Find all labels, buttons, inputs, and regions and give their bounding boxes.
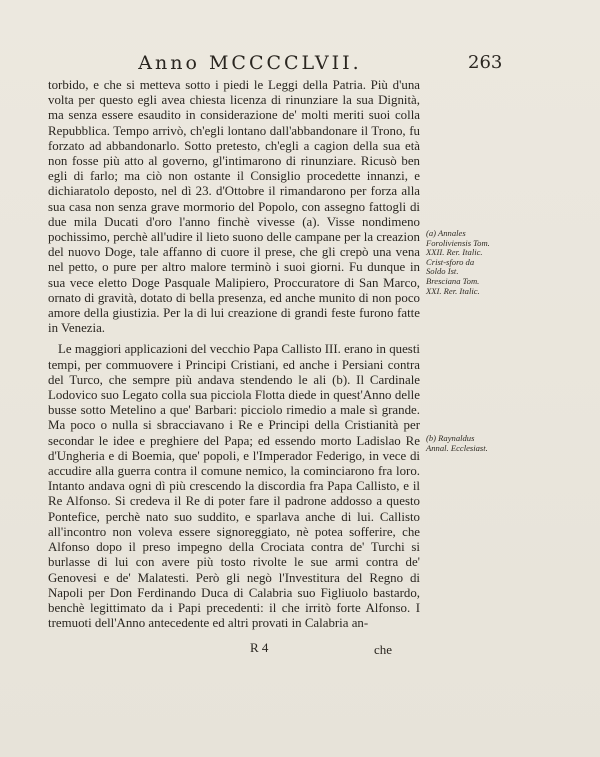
paragraph: Le maggiori applicazioni del vecchio Papa Callisto III. erano in questi tempi, per commuovere i Principi Cristiani, ed anche i Persiani contra del Turco, che sempre più andava stendendo le ali (b). Il Cardinale Lodovico suo Legato colla sua picciola Flotta diede in quest'Anno delle busse sotto Metelino a que' Barbari: picciolo rimedio a male sì grande. Ma poco o nulla si sbracciavano i Re e Principi della Cristianità per secondar le idee e preghiere del Papa; ed essendo morto Ladislao Re d'Ungheria e di Boemia, que' popoli, e l'Imperador Federigo, in vece di accudire alla guerra contra il comune nemico, la cominciarono fra loro. Intanto andava ogni dì più crescendo la discordia fra Papa Callisto, e il Re Alfonso. Si credeva il Re di poter fare il padrone addosso a questo Pontefice, perchè nato suo suddito, e sparlava anche di lui. Callisto all'incontro non voleva essere signoreggiato, nè potea sofferire, che Alfonso dopo il preso impegno della Crociata contra de' Turchi si burlasse di lui con avere più tosto rivolte le sue armi contra de' Genovesi e de' Malatesti. Però gli negò l'Investitura del Regno di Napoli per Don Ferdinando Duca di Calabria suo Figliuolo bastardo, benchè legittimato da i Papi precedenti: il che irritò forte Alfonso. I tremuoti dell'Anno antecedente ed altri provati in Calabria an- — [48, 342, 420, 631]
catchword: che — [374, 642, 393, 657]
main-text — [48, 78, 420, 631]
signature-mark: R 4 — [250, 640, 269, 655]
page-footer — [0, 640, 600, 660]
margin-note: (a) Annales Foroliviensis Tom. XXII. Rer. Italic. Crist-sforo da Soldo Ist. Bresciana Tom. XXI. Rer. Italic. — [426, 228, 490, 296]
page-header — [0, 52, 600, 76]
page-number: 263 — [468, 52, 503, 73]
paragraph: torbido, e che si metteva sotto i piedi le Leggi della Patria. Più d'una volta per questo egli avea chiesta licenza di rinunziare la sua Dignità, ma senza essere esaudito in considerazione de' molti meriti suoi colla Repubblica. Tempo arrivò, ch'egli lontano dall'abbandonare il Trono, fu forzato ad abbandonarlo. Sotto pretesto, ch'egli a cagion della sua età non fosse più atto al governo, gl'intimarono di rinunziare. Ricusò ben egli di farlo; ma ciò non ostante il Consiglio procedette innanzi, e dichiaratolo deposto, nel dì 23. d'Ottobre il rimandarono per forza alla sua casa non senza grave mormorio del Popolo, con assegno fattogli di due mila Ducati d'oro l'anno finchè vivesse (a). Visse nondimeno pochissimo, perchè all'udire il lieto suono delle campane per la creazion del nuovo Doge, tale affanno di cuore il prese, che gli crepò una vena nel petto, o pure per altro malore terminò i suoi giorni. Fu dunque in sua vece eletto Doge Pasquale Malipiero, Proccuratore di San Marco, ornato di gravità, dotato di bella presenza, ed anche munito di non poco amore della giustizia. Per la di lui creazione di grandi feste furono fatte in Venezia. — [48, 78, 420, 336]
margin-note: (b) Raynaldus Annal. Ecclesiast. — [426, 433, 488, 453]
running-title: Anno MCCCCLVII. — [138, 52, 362, 74]
